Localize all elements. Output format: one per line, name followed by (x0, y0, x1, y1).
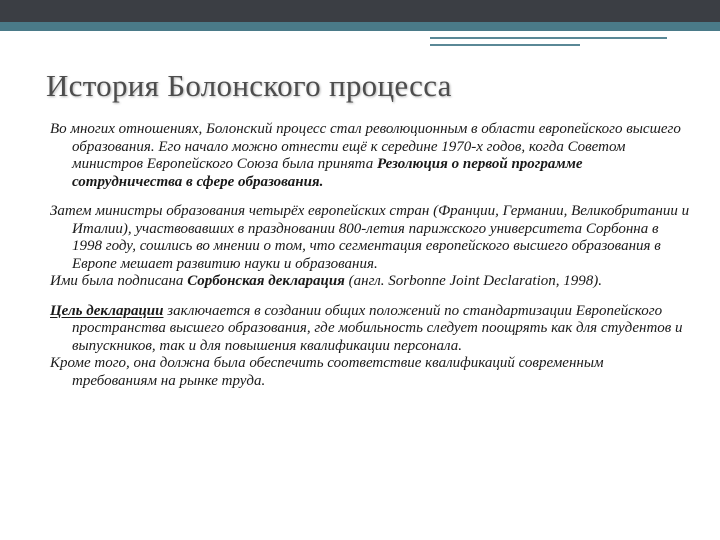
slide-body (50, 121, 690, 390)
goal-heading: Цель декларации (50, 302, 164, 319)
decorative-line (430, 37, 667, 39)
paragraph-resolution: Во многих отношениях, Болонский процесс стал революционным в области европейского высшего образования. Его начало можно отнести ещё к середине 1970-х годов, когда Советом министров Европейского Союза была принята Резолюция о первой программе сотрудничества в сфере образования. (50, 121, 681, 190)
paragraph-sorbonne: Ими была подписана Сорбонская декларация (англ. Sorbonne Joint Declaration, 1998). (50, 273, 602, 289)
sorbonne-declaration-bold: Сорбонская декларация (187, 273, 345, 289)
accent-bar (0, 22, 720, 31)
resolution-bold: Резолюция о первой программе сотрудничества в сфере образования. (72, 156, 583, 190)
header-bar (0, 0, 720, 22)
paragraph-ministers: Затем министры образования четырёх европейских стран (Франции, Германии, Великобритании и Италии), участвовавших в праздновании 800-летия парижского университета Сорбонна в 1998 году, сошлись во мнении о том, что сегментация европейского высшего образования в Европе мешает развитию науки и образования. (50, 203, 690, 272)
slide-title: История Болонского процесса (46, 68, 452, 103)
paragraph-goal: Цель декларации заключается в создании общих положений по стандартизации Европейского пространства высшего образования, где мобильность следует поощрять как для студентов и выпускников, так и для повышения квалификации персонала. (50, 302, 683, 354)
decorative-line-short (430, 44, 580, 46)
paragraph-labor-market: Кроме того, она должна была обеспечить соответствие квалификаций современным требованиям на рынке труда. (50, 355, 604, 389)
